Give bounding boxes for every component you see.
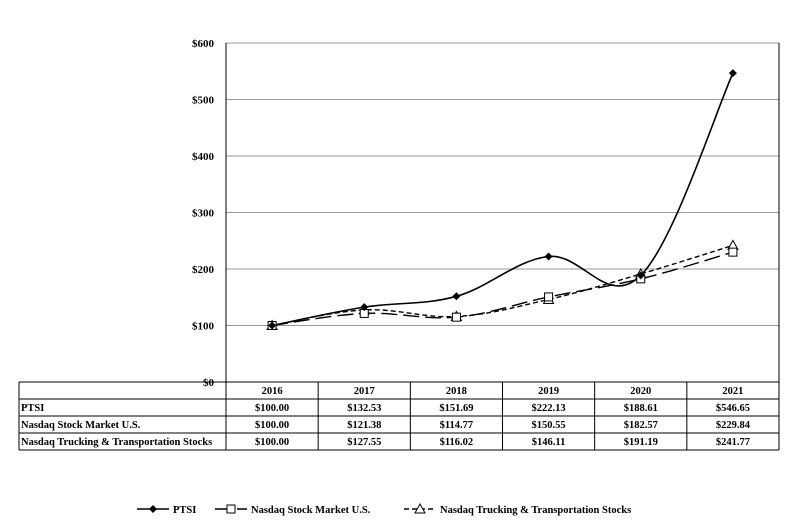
y-tick-label: $400 bbox=[192, 151, 214, 163]
x-tick-label: 2018 bbox=[445, 386, 467, 397]
data-point-1-3 bbox=[545, 293, 553, 301]
table-cell: $188.61 bbox=[623, 403, 658, 414]
table-cell: $116.02 bbox=[439, 437, 474, 448]
table-cell: $100.00 bbox=[255, 437, 290, 448]
series-line-2 bbox=[272, 245, 733, 325]
data-point-1-2 bbox=[452, 313, 460, 321]
table-row-label: PTSI bbox=[21, 403, 45, 414]
table-cell: $182.57 bbox=[623, 420, 658, 431]
table-cell: $146.11 bbox=[531, 437, 566, 448]
y-tick-label: $600 bbox=[192, 38, 214, 50]
table-cell: $114.77 bbox=[439, 420, 474, 431]
table-cell: $132.53 bbox=[347, 403, 382, 414]
series-lines bbox=[267, 69, 738, 329]
table-cell: $150.55 bbox=[531, 420, 566, 431]
table-cell: $100.00 bbox=[255, 420, 290, 431]
x-tick-label: 2016 bbox=[261, 386, 283, 397]
gridlines bbox=[226, 43, 779, 382]
legend-label: PTSI bbox=[173, 505, 197, 516]
y-tick-label: $0 bbox=[203, 377, 214, 389]
data-table bbox=[19, 382, 779, 450]
table-cell: $151.69 bbox=[439, 403, 474, 414]
y-tick-label: $300 bbox=[192, 207, 214, 220]
y-tick-label: $200 bbox=[192, 264, 214, 276]
legend-item-2 bbox=[404, 504, 631, 516]
table-cell: $546.65 bbox=[715, 403, 750, 414]
table-cell: $191.19 bbox=[623, 437, 658, 448]
table-cell: $100.00 bbox=[255, 403, 290, 414]
table-cell: $127.55 bbox=[347, 437, 382, 448]
data-point-1-5 bbox=[729, 248, 737, 256]
table-cell: $229.84 bbox=[715, 420, 750, 431]
data-point-0-2 bbox=[452, 292, 460, 300]
y-tick-label: $500 bbox=[192, 94, 214, 107]
data-point-0-5 bbox=[729, 69, 737, 77]
table-cell: $241.77 bbox=[715, 437, 750, 448]
x-tick-label: 2020 bbox=[630, 386, 652, 397]
legend-label: Nasdaq Stock Market U.S. bbox=[251, 505, 371, 516]
table-row-label: Nasdaq Trucking & Transportation Stocks bbox=[21, 437, 213, 448]
legend-marker bbox=[149, 505, 157, 513]
x-tick-label: 2019 bbox=[538, 386, 560, 397]
y-tick-label: $100 bbox=[192, 320, 214, 333]
table-cell: $222.13 bbox=[531, 403, 566, 414]
legend-item-1 bbox=[215, 505, 371, 516]
legend bbox=[137, 504, 631, 516]
series-line-0 bbox=[272, 73, 733, 325]
series-line-1 bbox=[272, 252, 733, 325]
legend-marker bbox=[227, 505, 235, 513]
y-axis-labels bbox=[192, 38, 215, 389]
table-row-label: Nasdaq Stock Market U.S. bbox=[21, 420, 141, 431]
legend-item-0 bbox=[137, 505, 196, 516]
legend-label: Nasdaq Trucking & Transportation Stocks bbox=[440, 505, 632, 516]
data-point-0-3 bbox=[545, 252, 553, 260]
table-cell: $121.38 bbox=[347, 420, 382, 431]
x-tick-label: 2017 bbox=[353, 386, 375, 397]
x-tick-label: 2021 bbox=[722, 386, 744, 397]
